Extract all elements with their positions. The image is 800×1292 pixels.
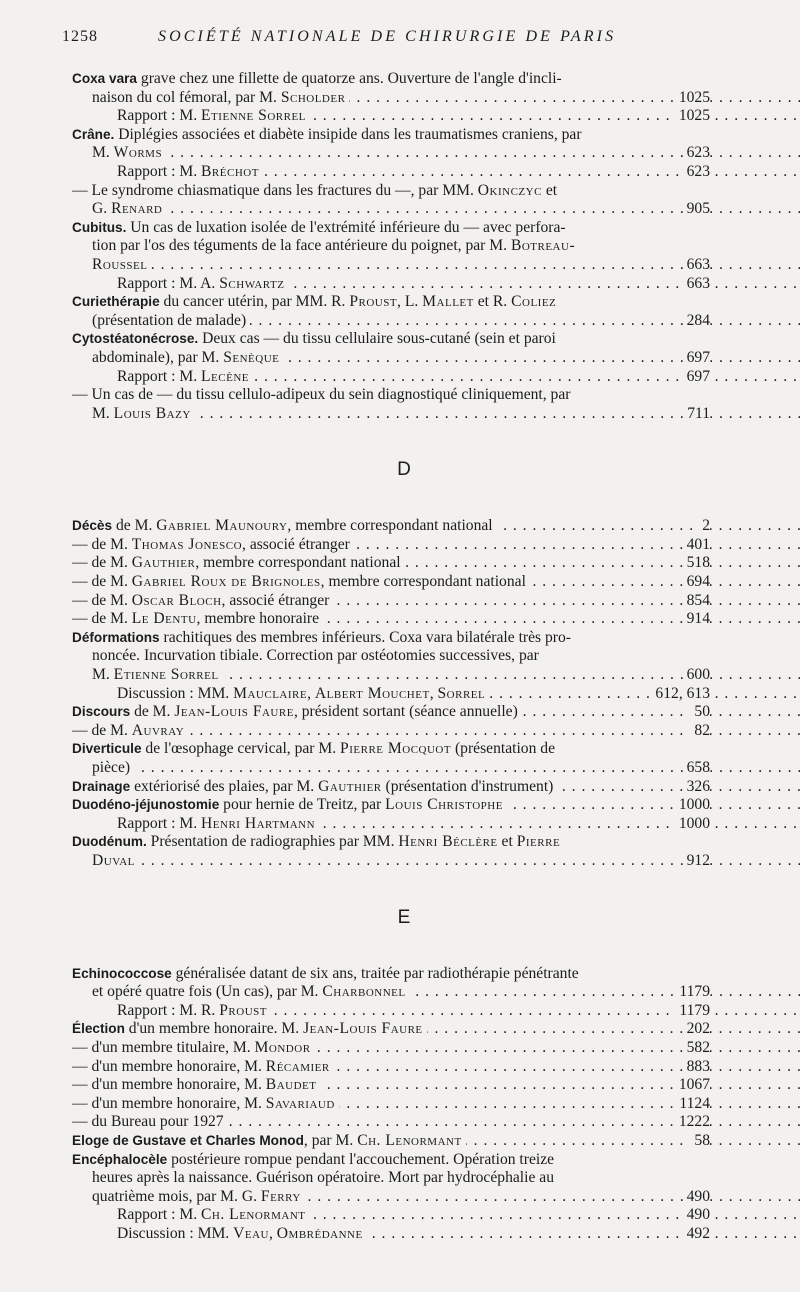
page-reference: 1179 <box>675 1002 710 1021</box>
index-line-text <box>72 1039 315 1056</box>
author-name: Ombrédanne <box>276 1224 363 1242</box>
index-line <box>72 1058 710 1077</box>
author-name: Botreau- <box>510 237 576 255</box>
index-line <box>117 107 710 126</box>
index-line-text <box>92 237 579 254</box>
entry-text: — de M. <box>72 721 132 739</box>
page-reference: 905 <box>683 200 710 219</box>
entry-text: — de M. <box>72 535 132 553</box>
entry-text: , L. <box>397 293 423 311</box>
page-reference: 711 <box>683 405 710 424</box>
author-name: Senèque <box>223 348 280 366</box>
index-line <box>72 293 710 312</box>
author-name: Oscar Bloch <box>131 591 222 609</box>
index-line-text <box>72 833 564 850</box>
index-line-text <box>72 386 574 403</box>
entry-text: , membre correspondant national <box>320 573 526 591</box>
index-line-text <box>72 703 522 720</box>
page-reference: 663 <box>683 275 710 294</box>
entry-text: — de M. <box>72 591 132 609</box>
entry-text: du cancer utérin, par MM. R. <box>159 293 350 311</box>
author-name: Gabriel Maunoury <box>156 517 288 535</box>
entry-text: , membre honoraire <box>196 610 320 628</box>
index-line <box>92 405 710 424</box>
page-reference: 58 <box>690 1132 710 1151</box>
index-line-text <box>92 1188 305 1205</box>
index-line <box>72 592 710 611</box>
author-name: Schwartz <box>219 274 285 292</box>
entry-text: , associé étranger <box>242 535 350 553</box>
entry-text: de M. <box>130 703 175 721</box>
index-line <box>72 219 710 238</box>
page-number: 1258 <box>62 28 98 45</box>
entry-text: Un cas de luxation isolée de l'extrémité inférieure du — avec perfora- <box>126 218 566 236</box>
entry-text: et opéré quatre fois (Un cas), par M. <box>92 983 323 1001</box>
entry-keyword: Eloge de Gustave et Charles Monod <box>72 1132 304 1148</box>
author-name: Charbonnel <box>322 983 406 1001</box>
entry-text: — de M. <box>72 573 132 591</box>
page-reference: 582 <box>683 1039 710 1058</box>
index-line <box>92 312 710 331</box>
author-name: Le Dentu <box>131 610 197 628</box>
author-name: Gabriel Roux de Brignoles <box>131 573 321 591</box>
index-line-text <box>72 573 530 590</box>
index-line <box>117 815 710 834</box>
author-name: Veau <box>233 1224 269 1242</box>
index-line-text <box>72 1132 466 1149</box>
index-line <box>72 1020 710 1039</box>
running-title: SOCIÉTÉ NATIONALE DE CHIRURGIE DE PARIS <box>158 28 617 45</box>
index-line-text <box>92 144 166 161</box>
section-letter: E <box>397 906 411 928</box>
page-reference: 1179 <box>675 983 710 1002</box>
author-name: Mondor <box>254 1038 311 1056</box>
index-line <box>72 722 710 741</box>
author-name: Pierre <box>516 833 561 851</box>
index-line-text <box>72 1058 334 1075</box>
index-line-text <box>117 1225 367 1242</box>
page-reference: 600 <box>683 666 710 685</box>
page-reference: 883 <box>683 1058 710 1077</box>
index-line <box>72 1132 710 1151</box>
index-line <box>92 1188 710 1207</box>
page-reference: 490 <box>683 1206 710 1225</box>
index-line-text <box>72 330 560 347</box>
entry-text: M. <box>92 144 114 162</box>
index-line-text <box>117 107 310 124</box>
index-line <box>92 256 710 275</box>
author-name: Pierre Mocquot <box>340 740 452 758</box>
index-line <box>92 647 710 666</box>
index-line <box>92 983 710 1002</box>
entry-text: Discussion : MM. <box>117 1224 234 1242</box>
index-line <box>72 573 710 592</box>
index-line-text <box>92 666 223 683</box>
entry-text: Rapport : M. <box>117 814 202 832</box>
author-name: Sorrel <box>437 684 486 702</box>
entry-text: postérieure rompue pendant l'accouchement. Opération treize <box>167 1150 555 1168</box>
page-reference: 1067 <box>675 1076 710 1095</box>
index-line-text <box>92 349 283 366</box>
index-line <box>72 610 710 629</box>
index-line-text <box>72 629 575 646</box>
index-line <box>92 666 710 685</box>
author-name: Renard <box>111 200 163 218</box>
author-name: Mauclaire <box>233 684 308 702</box>
index-line <box>72 182 710 201</box>
page-reference: 284 <box>683 312 710 331</box>
index-line-text <box>72 740 559 757</box>
index-line <box>72 1095 710 1114</box>
author-name: Récamier <box>265 1057 330 1075</box>
entry-text: grave chez une fillette de quatorze ans. Ouverture de l'angle d'incli- <box>137 70 562 87</box>
author-name: Lecène <box>201 367 249 385</box>
page-reference: 1025 <box>675 89 710 108</box>
index-line <box>117 1225 710 1244</box>
entry-text: M. <box>92 404 114 422</box>
page-reference: 202 <box>683 1020 710 1039</box>
page-reference: 697 <box>683 368 710 387</box>
author-name: Thomas Jonesco <box>131 535 243 553</box>
entry-text: rachitiques des membres inférieurs. Coxa vara bilatérale très pro- <box>159 628 571 646</box>
index-line <box>117 275 710 294</box>
index-line <box>117 163 710 182</box>
page-reference: 1222 <box>675 1113 710 1132</box>
entry-text: naison du col fémoral, par M. <box>92 88 281 106</box>
index-line <box>92 200 710 219</box>
index-line <box>72 517 710 536</box>
entry-text: (présentation de malade) <box>92 311 247 329</box>
index-line-text <box>92 200 166 217</box>
page-reference: 326 <box>683 778 710 797</box>
index-line <box>72 1076 710 1095</box>
page-reference: 623 <box>683 163 710 182</box>
entry-text: , président sortant (séance annuelle) <box>293 703 518 721</box>
entry-text: , <box>429 684 438 702</box>
entry-text: , membre correspondant national <box>195 554 401 572</box>
index-line-text <box>117 685 489 702</box>
entry-keyword: Décès <box>72 518 113 534</box>
author-name: Etienne Sorrel <box>113 666 219 684</box>
index-line <box>92 144 710 163</box>
author-name: Gauthier <box>318 777 382 795</box>
entry-text: Rapport : M. A. <box>117 274 220 292</box>
index-line <box>72 629 710 648</box>
index-line-text <box>72 219 570 236</box>
index-line <box>72 1113 710 1132</box>
index-line-text <box>117 368 253 385</box>
section-letter: D <box>397 459 411 481</box>
entry-text: Diplégies associées et diabète insipide dans les traumatismes craniens, par <box>114 125 582 143</box>
entry-text: , membre correspondant national <box>287 517 493 535</box>
index-line-text <box>72 1076 320 1093</box>
entry-text: M. <box>92 666 114 684</box>
index-line <box>72 833 710 852</box>
author-name: Henri Béclère <box>398 833 498 851</box>
entry-text: Présentation de radiographies par MM. <box>146 833 399 851</box>
author-name: Ch. Lenormant <box>201 1206 306 1224</box>
index-line-text <box>72 1095 339 1112</box>
entry-keyword: Duodéno-jéjunostomie <box>72 797 220 813</box>
index-line-text <box>72 70 566 87</box>
index-line-text <box>117 163 263 180</box>
page-reference: 2 <box>698 517 710 536</box>
index-line-text <box>72 293 560 310</box>
page-reference: 854 <box>683 592 710 611</box>
index-line <box>117 1002 710 1021</box>
index-line-text <box>92 89 349 106</box>
index-line-text <box>72 610 323 627</box>
index-line <box>117 1206 710 1225</box>
entry-text: Rapport : M. <box>117 107 202 125</box>
entry-keyword: Cytostéatonécrose. <box>72 331 199 347</box>
index-line <box>72 703 710 722</box>
author-name: Roussel <box>92 255 148 273</box>
author-name: Okinczyc <box>477 181 542 199</box>
entry-text: heures après la naissance. Guérison opératoire. Mort par hydrocéphalie au <box>92 1169 554 1187</box>
entry-text: — de M. <box>72 610 132 628</box>
author-name: Scholder <box>280 88 346 106</box>
entry-keyword: Crâne. <box>72 126 115 142</box>
author-name: Henri Hartmann <box>201 814 316 832</box>
index-line-text <box>72 1020 427 1037</box>
entry-text: Rapport : M. R. <box>117 1001 220 1019</box>
entry-text: et <box>497 833 517 851</box>
index-line-text <box>117 815 319 832</box>
author-name: Albert Mouchet <box>314 684 430 702</box>
index-line <box>92 349 710 368</box>
author-name: Ch. Lenormant <box>357 1131 462 1149</box>
index-line <box>72 778 710 797</box>
page-reference: 518 <box>683 554 710 573</box>
index-line-text <box>92 405 195 422</box>
page-reference: 697 <box>683 349 710 368</box>
page-reference: 1025 <box>675 107 710 126</box>
entry-text: Rapport : M. <box>117 162 202 180</box>
index-line <box>92 759 710 778</box>
page-reference: 490 <box>683 1188 710 1207</box>
author-name: Louis Bazy <box>113 404 191 422</box>
index-line-text <box>92 256 151 273</box>
index-line-text <box>117 1002 271 1019</box>
index-line-text <box>92 759 134 776</box>
entry-text: de l'œsophage cervical, par M. <box>141 740 341 758</box>
entry-text: pour hernie de Treitz, par <box>219 796 386 814</box>
entry-keyword: Discours <box>72 704 131 720</box>
entry-keyword: Déformations <box>72 629 160 645</box>
index-line <box>72 386 710 405</box>
entry-text: (présentation d'instrument) <box>381 777 554 795</box>
entry-text: et R. <box>473 293 512 311</box>
index-line <box>117 685 710 704</box>
entry-text: quatrième mois, par M. G. <box>92 1187 261 1205</box>
page-header <box>62 28 747 46</box>
entry-text: , <box>307 684 315 702</box>
entry-keyword: Echinococcose <box>72 965 172 981</box>
index-line <box>72 536 710 555</box>
page-reference: 1124 <box>675 1095 710 1114</box>
entry-text: , <box>268 1224 277 1242</box>
entry-keyword: Encéphalocèle <box>72 1151 168 1167</box>
index-line-text <box>72 965 583 982</box>
index-line-text <box>72 554 405 571</box>
entry-text: noncée. Incurvation tibiale. Correction par ostéotomies successives, par <box>92 647 539 665</box>
index-line-text <box>92 983 410 1000</box>
index-line-text <box>72 1151 558 1168</box>
entry-text: — Un cas de — du tissu cellulo-adipeux du sein diagnostiqué cliniquement, par <box>72 386 571 404</box>
index-line-text <box>72 778 557 795</box>
index-line <box>72 70 710 89</box>
entry-text: et <box>541 181 558 199</box>
index-line <box>92 237 710 256</box>
entry-text: — d'un membre honoraire, M. <box>72 1076 266 1094</box>
index-line <box>72 1151 710 1170</box>
entry-keyword: Élection <box>72 1021 125 1037</box>
entry-text: — d'un membre honoraire, M. <box>72 1094 266 1112</box>
entry-text: Rapport : M. <box>117 1206 202 1224</box>
index-line <box>72 126 710 145</box>
entry-text: d'un membre honoraire. M. <box>124 1020 304 1038</box>
index-line-text <box>92 312 250 329</box>
entry-keyword: Coxa vara <box>72 71 137 86</box>
index-line-text <box>72 517 497 534</box>
author-name: Jean-Louis Faure <box>303 1020 423 1038</box>
entry-text: extériorisé des plaies, par M. <box>130 777 319 795</box>
entry-text: généralisée datant de six ans, traitée par radiothérapie pénétrante <box>171 964 579 982</box>
page-reference: 914 <box>683 610 710 629</box>
author-name: Gauthier <box>131 554 196 572</box>
entry-text: abdominale), par M. <box>92 348 224 366</box>
entry-text: , par M. <box>303 1131 358 1149</box>
author-name: Proust <box>349 293 398 311</box>
page-reference: 658 <box>683 759 710 778</box>
index-line-text <box>72 126 586 143</box>
index-line-text <box>117 275 288 292</box>
page-reference: 612, 613 <box>651 685 710 704</box>
index-line <box>92 852 710 871</box>
page-reference: 694 <box>683 573 710 592</box>
author-name: Duval <box>92 851 135 869</box>
index-line <box>72 740 710 759</box>
entry-text: — de M. <box>72 554 132 572</box>
page-reference: 492 <box>683 1225 710 1244</box>
author-name: Savariaud <box>265 1094 335 1112</box>
entry-text: , associé étranger <box>221 591 330 609</box>
entry-text: — Le syndrome chiasmatique dans les fractures du —, par MM. <box>72 181 478 199</box>
index-line-text <box>72 536 354 553</box>
index-line <box>72 1039 710 1058</box>
page-reference: 1000 <box>675 815 710 834</box>
entry-keyword: Curiethérapie <box>72 294 160 310</box>
entry-keyword: Drainage <box>72 778 131 794</box>
entry-text: de M. <box>112 517 157 535</box>
index-line <box>72 796 710 815</box>
index-line-text <box>92 1169 558 1186</box>
author-name: Proust <box>219 1001 267 1019</box>
index-line <box>92 1169 710 1188</box>
page-reference: 912 <box>683 852 710 871</box>
index-line-text <box>92 852 139 869</box>
entry-text: Rapport : M. <box>117 367 202 385</box>
author-name: Etienne Sorrel <box>201 107 306 125</box>
index-entries <box>0 70 800 1243</box>
page-reference: 401 <box>683 536 710 555</box>
entry-text: — d'un membre titulaire, M. <box>72 1038 255 1056</box>
entry-keyword: Cubitus. <box>72 219 127 235</box>
entry-text: Deux cas — du tissu cellulaire sous-cutané (sein et paroi <box>198 330 556 348</box>
entry-text: G. <box>92 200 112 218</box>
author-name: Auvray <box>131 721 185 739</box>
page-reference: 1000 <box>675 796 710 815</box>
page-reference: 50 <box>690 703 710 722</box>
index-line-text <box>72 1113 228 1130</box>
index-line-text <box>72 592 333 609</box>
author-name: Jean-Louis Faure <box>174 703 294 721</box>
index-line-text <box>117 1206 310 1223</box>
author-name: Baudet <box>265 1076 317 1094</box>
page-reference: 663 <box>683 256 710 275</box>
entry-text: pièce) <box>92 759 131 776</box>
author-name: Ferry <box>260 1187 301 1205</box>
index-line-text <box>92 647 543 664</box>
entry-keyword: Diverticule <box>72 741 142 757</box>
index-line-text <box>72 182 561 199</box>
index-line-text <box>72 722 188 739</box>
index-line-text <box>72 796 507 813</box>
page-reference: 82 <box>690 722 710 741</box>
index-line <box>72 330 710 349</box>
entry-text: tion par l'os des téguments de la face antérieure du poignet, par M. <box>92 237 511 255</box>
index-line <box>72 965 710 984</box>
author-name: Bréchot <box>201 162 259 180</box>
entry-text: (présentation de <box>451 740 556 758</box>
entry-text: Discussion : MM. <box>117 684 234 702</box>
page-reference: 623 <box>683 144 710 163</box>
entry-text: — du Bureau pour 1927 <box>72 1113 224 1131</box>
author-name: Louis Christophe <box>385 796 503 814</box>
entry-keyword: Duodénum. <box>72 834 147 850</box>
entry-text: — d'un membre honoraire, M. <box>72 1057 266 1075</box>
index-line <box>92 89 710 108</box>
index-line <box>117 368 710 387</box>
author-name: Coliez <box>511 293 557 311</box>
author-name: Mallet <box>422 293 474 311</box>
author-name: Worms <box>113 144 163 162</box>
index-line <box>72 554 710 573</box>
